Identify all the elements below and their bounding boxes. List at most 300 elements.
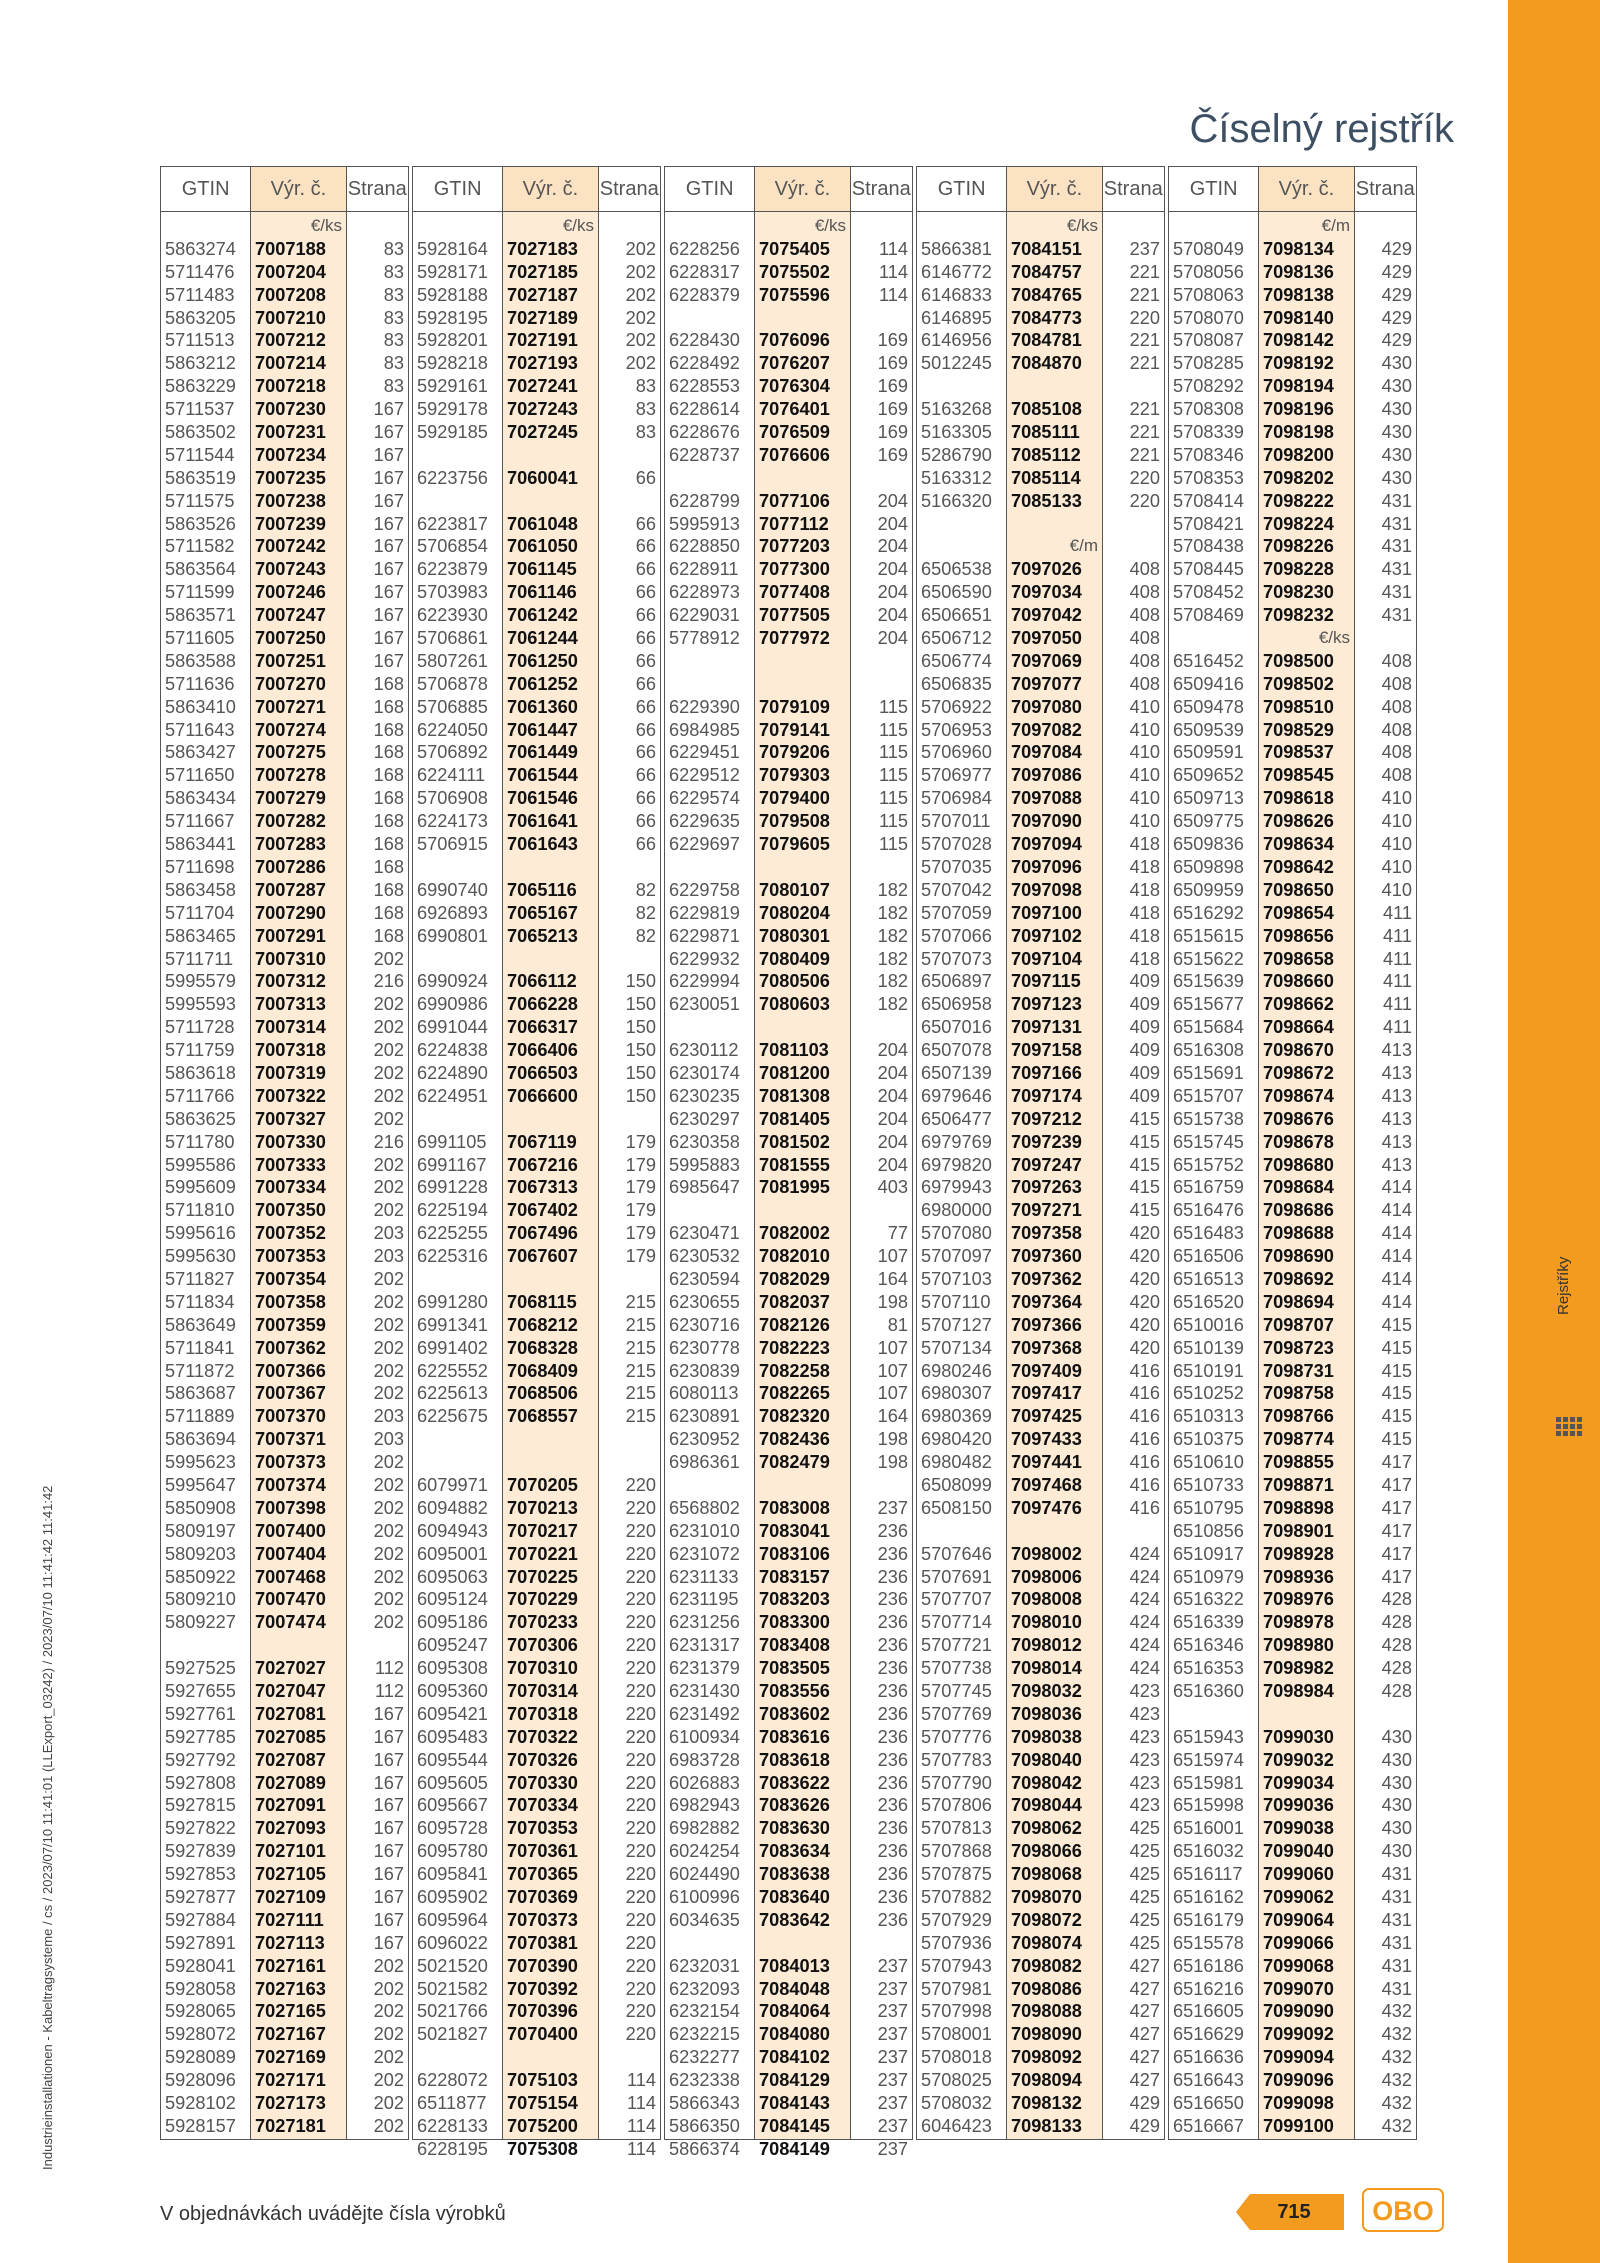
gtin-cell: 5711667 (165, 811, 235, 832)
product-number-cell: 7098545 (1263, 765, 1334, 786)
gtin-cell: 6510856 (1173, 1520, 1244, 1541)
table-row (1169, 1039, 1416, 1062)
table-row (413, 1176, 660, 1199)
product-number-cell: 7027241 (507, 376, 578, 397)
page-cell: 107 (877, 1360, 908, 1381)
product-number-cell: 7084757 (1011, 261, 1082, 282)
page-cell: 66 (635, 536, 656, 557)
product-number-cell: 7007188 (255, 238, 326, 259)
page-cell: 115 (879, 811, 908, 832)
gtin-cell: 6232215 (669, 2024, 740, 2045)
product-number-cell: 7027081 (255, 1703, 326, 1724)
page-cell: 83 (635, 422, 656, 443)
product-number-cell: 7098928 (1263, 1543, 1334, 1564)
product-number-cell: 7007353 (255, 1246, 326, 1267)
table-row (917, 1588, 1164, 1611)
product-number-cell: 7098662 (1263, 994, 1334, 1015)
table-row (413, 2138, 660, 2161)
page-cell: 408 (1129, 673, 1160, 694)
product-number-cell: 7027109 (255, 1887, 326, 1908)
product-number-cell: 7079141 (759, 719, 830, 740)
table-row (413, 398, 660, 421)
product-number-cell: 7099034 (1263, 1772, 1334, 1793)
product-number-cell: 7098202 (1263, 467, 1334, 488)
gtin-cell: 6506590 (921, 582, 992, 603)
product-number-cell: 7099060 (1263, 1864, 1334, 1885)
page-cell: 202 (373, 1085, 404, 1106)
gtin-cell: 6516483 (1173, 1223, 1244, 1244)
page-cell: 424 (1129, 1589, 1160, 1610)
table-row (917, 329, 1164, 352)
gtin-cell: 6034635 (669, 1909, 740, 1930)
table-row (1169, 1222, 1416, 1245)
page-cell: 66 (635, 628, 656, 649)
gtin-cell: 5995630 (165, 1246, 236, 1267)
page-cell: 150 (625, 994, 656, 1015)
product-number-cell: 7098694 (1263, 1291, 1334, 1312)
gtin-cell: 6509478 (1173, 696, 1244, 717)
table-row (1169, 1680, 1416, 1703)
product-number-cell: 7079109 (759, 696, 830, 717)
page-cell: 220 (625, 1703, 656, 1724)
table-row (917, 1955, 1164, 1978)
page-cell: 114 (879, 238, 908, 259)
gtin-cell: 6515639 (1173, 971, 1244, 992)
product-number-cell: 7098984 (1263, 1681, 1334, 1701)
gtin-cell: 6095063 (417, 1566, 488, 1587)
product-number-cell: 7099030 (1263, 1726, 1334, 1747)
product-number-cell: 7085112 (1011, 444, 1081, 465)
table-row (413, 1016, 660, 1039)
table-row (161, 1611, 408, 1634)
gtin-cell: 6230174 (669, 1062, 740, 1083)
table-row (917, 650, 1164, 673)
page-cell: 66 (635, 513, 656, 534)
gtin-cell: 6232338 (669, 2070, 740, 2091)
page-cell: 427 (1129, 1955, 1160, 1976)
gtin-cell: 5927884 (165, 1909, 236, 1930)
page-cell: 408 (1381, 765, 1412, 786)
table-row (161, 2046, 408, 2069)
gtin-cell: 5708452 (1173, 582, 1244, 603)
page-cell: 169 (877, 330, 908, 351)
page-cell: 410 (1129, 765, 1160, 786)
page-cell: 428 (1381, 1681, 1412, 1701)
table-row (413, 1039, 660, 1062)
product-number-cell: 7075502 (759, 261, 830, 282)
page-cell: 430 (1381, 1772, 1412, 1793)
product-number-cell: 7007362 (255, 1337, 326, 1358)
product-number-cell: 7061242 (507, 605, 578, 626)
product-number-cell: 7067402 (507, 1200, 578, 1221)
page-cell: 415 (1381, 1337, 1412, 1358)
product-number-cell: 7099066 (1263, 1932, 1334, 1953)
gtin-cell: 6990924 (417, 971, 488, 992)
table-row (665, 1222, 912, 1245)
gtin-cell: 5708049 (1173, 238, 1244, 259)
page-cell: 236 (877, 1841, 908, 1862)
gtin-cell: 6230891 (669, 1406, 740, 1427)
product-number-cell: 7007212 (255, 330, 326, 351)
product-number-cell: 7007370 (255, 1406, 326, 1427)
table-row (917, 948, 1164, 971)
page-cell: 115 (879, 765, 908, 786)
product-number-cell: 7079206 (759, 742, 830, 763)
page-cell: 202 (373, 1452, 404, 1473)
gtin-cell: 5708070 (1173, 307, 1244, 328)
product-number-cell: 7007367 (255, 1383, 326, 1404)
gtin-cell: 6979646 (921, 1085, 992, 1106)
table-row (665, 1108, 912, 1131)
page-cell: 415 (1129, 1200, 1160, 1221)
product-number-cell: 7080204 (759, 902, 830, 923)
product-number-cell: 7007318 (255, 1040, 326, 1061)
page-cell: 107 (877, 1383, 908, 1404)
gtin-cell: 5863465 (165, 925, 236, 946)
gtin-cell: 5708032 (921, 2093, 992, 2114)
table-row (413, 627, 660, 650)
table-row (161, 970, 408, 993)
gtin-cell: 6507016 (921, 1017, 992, 1038)
table-row (161, 1405, 408, 1428)
product-number-cell: 7097096 (1011, 856, 1082, 877)
gtin-cell: 5863564 (165, 559, 236, 580)
page-cell: 429 (1381, 307, 1412, 328)
page-cell: 220 (625, 2001, 656, 2022)
product-number-cell: 7085108 (1011, 399, 1082, 420)
table-row (161, 879, 408, 902)
table-row (917, 1474, 1164, 1497)
spacer-row (413, 1108, 660, 1131)
table-row (665, 1154, 912, 1177)
table-row (161, 513, 408, 536)
product-number-cell: 7098040 (1011, 1749, 1082, 1770)
table-row (413, 261, 660, 284)
gtin-cell: 5707929 (921, 1909, 992, 1930)
table-row (917, 696, 1164, 719)
page-cell: 169 (877, 376, 908, 397)
gtin-cell: 6506477 (921, 1108, 992, 1129)
gtin-cell: 6232093 (669, 1978, 740, 1999)
header-product-number: Výr. č. (1258, 167, 1354, 211)
page-cell: 215 (625, 1314, 656, 1335)
page-cell: 167 (373, 1864, 404, 1885)
page-cell: 202 (373, 1383, 404, 1404)
product-number-cell: 7007468 (255, 1566, 326, 1587)
table-row (665, 1337, 912, 1360)
product-number-cell: 7097100 (1011, 902, 1082, 923)
gtin-cell: 6095544 (417, 1749, 488, 1770)
gtin-cell: 6515615 (1173, 925, 1244, 946)
product-number-cell: 7098758 (1263, 1383, 1334, 1404)
table-row (161, 604, 408, 627)
product-number-cell: 7007247 (255, 605, 326, 626)
gtin-cell: 6980246 (921, 1360, 992, 1381)
product-number-cell: 7077505 (759, 605, 830, 626)
product-number-cell: 7070221 (507, 1543, 578, 1564)
table-row (665, 352, 912, 375)
table-row (161, 2023, 408, 2046)
page-cell: 237 (877, 2070, 908, 2091)
page-cell: 429 (1381, 261, 1412, 282)
table-row (413, 787, 660, 810)
product-number-cell: 7081555 (759, 1154, 830, 1175)
product-number-cell: 7077106 (759, 490, 830, 511)
gtin-cell: 6515981 (1173, 1772, 1244, 1793)
product-number-cell: 7098774 (1263, 1429, 1334, 1450)
table-row (161, 810, 408, 833)
page-cell: 168 (373, 925, 404, 946)
gtin-cell: 5706977 (921, 765, 992, 786)
gtin-cell: 5995586 (165, 1154, 236, 1175)
spacer-row (665, 1199, 912, 1222)
gtin-cell: 6516513 (1173, 1268, 1244, 1289)
product-number-cell: 7079508 (759, 811, 830, 832)
gtin-cell: 5928089 (165, 2047, 236, 2068)
gtin-cell: 5711704 (165, 902, 235, 923)
product-number-cell: 7079605 (759, 834, 830, 855)
table-row (665, 2069, 912, 2092)
gtin-cell: 6506712 (921, 628, 992, 649)
page-cell: 220 (625, 1566, 656, 1587)
page-cell: 202 (373, 1520, 404, 1541)
page-cell: 167 (373, 490, 404, 511)
product-number-cell: 7082479 (759, 1452, 830, 1473)
product-number-cell: 7077112 (759, 513, 829, 534)
gtin-cell: 6225675 (417, 1406, 488, 1427)
gtin-cell: 5711513 (165, 330, 235, 351)
page-cell: 66 (635, 467, 656, 488)
page-cell: 431 (1381, 490, 1412, 511)
table-row (413, 1405, 660, 1428)
gtin-cell: 5707059 (921, 902, 992, 923)
table-row (413, 1520, 660, 1543)
page-cell: 66 (635, 696, 656, 717)
table-row (917, 444, 1164, 467)
table-row (413, 970, 660, 993)
gtin-cell: 6225194 (417, 1200, 488, 1221)
table-row (665, 1657, 912, 1680)
table-row (161, 1222, 408, 1245)
gtin-cell: 5866343 (669, 2093, 740, 2114)
table-row (413, 1474, 660, 1497)
table-row (665, 879, 912, 902)
gtin-cell: 6509652 (1173, 765, 1244, 786)
gtin-cell: 6224951 (417, 1085, 488, 1106)
page-cell: 416 (1129, 1497, 1160, 1518)
table-row (413, 1062, 660, 1085)
gtin-cell: 6516360 (1173, 1681, 1244, 1701)
page-cell: 77 (887, 1223, 908, 1244)
page-cell: 410 (1381, 834, 1412, 855)
table-row (917, 2115, 1164, 2138)
page-cell: 418 (1129, 948, 1160, 969)
gtin-cell: 6095186 (417, 1612, 488, 1633)
gtin-cell: 6980482 (921, 1452, 992, 1473)
gtin-cell: 5706953 (921, 719, 992, 740)
gtin-cell: 6991341 (417, 1314, 488, 1335)
product-number-cell: 7098672 (1263, 1062, 1334, 1083)
product-number-cell: 7027171 (255, 2070, 326, 2091)
table-row (161, 787, 408, 810)
table-row (1169, 856, 1416, 879)
product-number-cell: 7098871 (1263, 1474, 1334, 1495)
page-cell: 431 (1381, 1909, 1412, 1930)
table-row (1169, 1817, 1416, 1840)
spacer-row (413, 2046, 660, 2069)
spacer-row (413, 490, 660, 513)
page-cell: 202 (625, 330, 656, 351)
page-cell: 428 (1381, 1612, 1412, 1633)
table-row (917, 1154, 1164, 1177)
page-cell: 168 (373, 834, 404, 855)
table-row (413, 352, 660, 375)
table-row (665, 1543, 912, 1566)
gtin-cell: 6100934 (669, 1726, 740, 1747)
table-row (917, 787, 1164, 810)
page-cell: 203 (373, 1223, 404, 1244)
table-row (161, 558, 408, 581)
gtin-cell: 5929185 (417, 422, 488, 443)
header-product-number: Výr. č. (754, 167, 850, 211)
page-cell: 204 (877, 582, 908, 603)
product-number-cell: 7098510 (1263, 696, 1334, 717)
column-headers (161, 167, 408, 212)
gtin-cell: 6231072 (669, 1543, 740, 1564)
gtin-cell: 5707868 (921, 1841, 992, 1862)
gtin-cell: 6231195 (669, 1589, 739, 1610)
page-cell: 179 (625, 1177, 656, 1198)
table-row (665, 1176, 912, 1199)
product-number-cell: 7067216 (507, 1154, 578, 1175)
product-number-cell: 7098676 (1263, 1108, 1334, 1129)
page-cell: 413 (1381, 1108, 1412, 1129)
gtin-cell: 5711780 (165, 1131, 235, 1152)
gtin-cell: 5995616 (165, 1223, 236, 1244)
gtin-cell: 6516292 (1173, 902, 1244, 923)
gtin-cell: 5706861 (417, 628, 488, 649)
gtin-cell: 6516308 (1173, 1040, 1244, 1061)
gtin-cell: 6516452 (1173, 650, 1244, 671)
obo-logo (1362, 2188, 1444, 2232)
product-number-cell: 7070390 (507, 1955, 578, 1976)
gtin-cell: 6230952 (669, 1429, 740, 1450)
page-cell: 408 (1381, 650, 1412, 671)
gtin-cell: 6223817 (417, 513, 488, 534)
page-cell: 427 (1129, 2024, 1160, 2045)
product-number-cell: 7007279 (255, 788, 326, 809)
table-row (917, 1634, 1164, 1657)
product-number-cell: 7027181 (255, 2115, 326, 2136)
gtin-cell: 6986361 (669, 1452, 740, 1473)
product-number-cell: 7007250 (255, 628, 326, 649)
page-cell: 431 (1381, 513, 1412, 534)
gtin-cell: 5708421 (1173, 513, 1244, 534)
page-cell: 408 (1129, 605, 1160, 626)
product-number-cell: 7027027 (255, 1658, 326, 1679)
product-number-cell: 7098014 (1011, 1658, 1082, 1679)
gtin-cell: 6510610 (1173, 1452, 1244, 1473)
product-number-cell: 7082436 (759, 1429, 830, 1450)
gtin-cell: 5707998 (921, 2001, 992, 2022)
product-number-cell: 7098766 (1263, 1406, 1334, 1427)
product-number-cell: 7061447 (507, 719, 578, 740)
product-number-cell: 7097409 (1011, 1360, 1082, 1381)
page-cell: 424 (1129, 1658, 1160, 1679)
product-number-cell: 7082223 (759, 1337, 830, 1358)
table-row (1169, 1176, 1416, 1199)
gtin-cell: 6230235 (669, 1085, 740, 1106)
unit-label: €/ks (1066, 216, 1098, 235)
table-row (1169, 1863, 1416, 1886)
page-cell: 202 (373, 1566, 404, 1587)
product-number-cell: 7099094 (1263, 2047, 1334, 2068)
product-number-cell: 7098134 (1263, 238, 1334, 259)
gtin-cell: 6146772 (921, 261, 992, 282)
page-cell: 83 (383, 376, 404, 397)
table-row (1169, 673, 1416, 696)
table-row (413, 696, 660, 719)
gtin-cell: 5711476 (165, 261, 235, 282)
gtin-cell: 6095728 (417, 1818, 488, 1839)
product-number-cell: 7070213 (507, 1497, 578, 1518)
page-cell: 414 (1381, 1200, 1412, 1221)
page-cell: 431 (1381, 1864, 1412, 1885)
table-row (413, 810, 660, 833)
product-number-cell: 7082037 (759, 1291, 830, 1312)
page-cell: 221 (1129, 399, 1160, 420)
page-cell: 112 (375, 1658, 404, 1679)
table-row (1169, 307, 1416, 330)
page-cell: 168 (373, 742, 404, 763)
product-number-cell: 7075596 (759, 284, 830, 305)
table-row (665, 948, 912, 971)
page-cell: 414 (1381, 1291, 1412, 1312)
page-cell: 168 (373, 879, 404, 900)
product-number-cell: 7007400 (255, 1520, 326, 1541)
product-number-cell: 7066317 (507, 1017, 578, 1038)
product-number-cell: 7099036 (1263, 1795, 1334, 1816)
page-cell: 220 (625, 1681, 656, 1701)
gtin-cell: 6095483 (417, 1726, 488, 1747)
page-cell: 220 (625, 1589, 656, 1610)
table-row (665, 329, 912, 352)
spacer-row (665, 856, 912, 879)
gtin-cell: 6231256 (669, 1612, 740, 1633)
page-cell: 236 (877, 1589, 908, 1610)
gtin-cell: 5711544 (165, 444, 235, 465)
table-row (665, 1840, 912, 1863)
product-number-cell: 7098038 (1011, 1726, 1082, 1747)
gtin-cell: 6146956 (921, 330, 992, 351)
table-row (917, 307, 1164, 330)
table-row (665, 284, 912, 307)
gtin-cell: 5711834 (165, 1291, 235, 1312)
product-number-cell: 7098688 (1263, 1223, 1334, 1244)
product-number-cell: 7084773 (1011, 307, 1082, 328)
product-number-cell: 7007366 (255, 1360, 326, 1381)
table-row (1169, 604, 1416, 627)
product-number-cell: 7097131 (1011, 1017, 1082, 1038)
gtin-cell: 5707882 (921, 1887, 992, 1908)
gtin-cell: 5711599 (165, 582, 235, 603)
table-row (1169, 833, 1416, 856)
table-row (1169, 741, 1416, 764)
gtin-cell: 5807261 (417, 650, 488, 671)
table-row (1169, 398, 1416, 421)
table-row (161, 2069, 408, 2092)
product-number-cell: 7007359 (255, 1314, 326, 1335)
